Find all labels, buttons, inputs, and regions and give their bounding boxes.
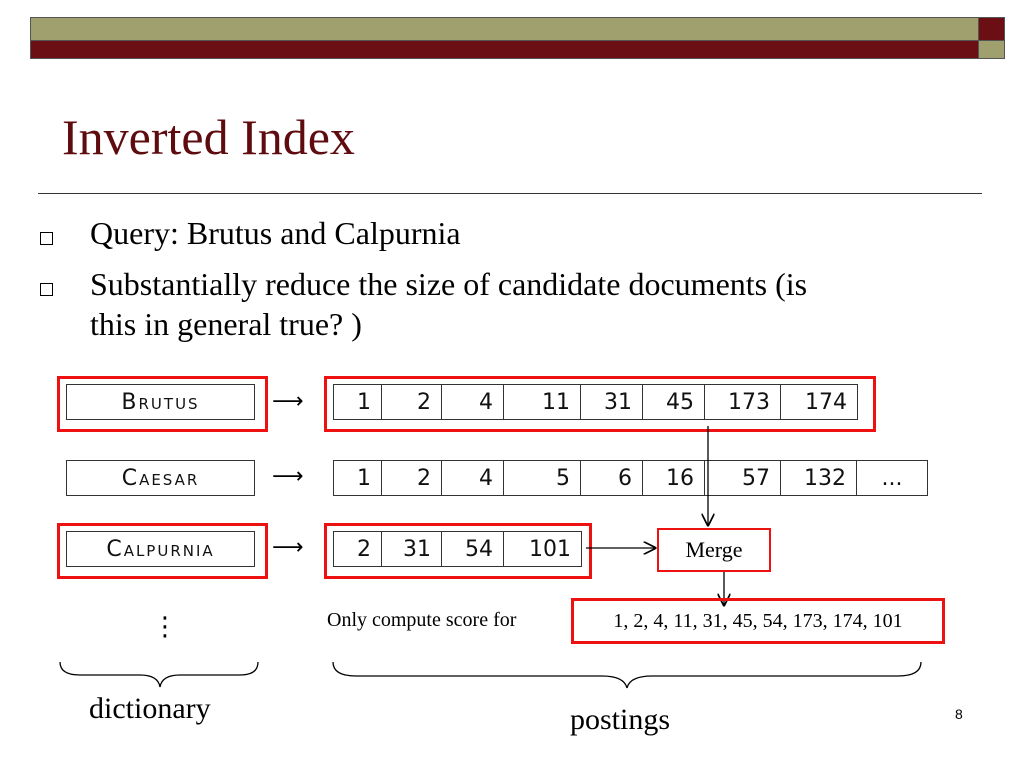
- postings-label: postings: [570, 703, 671, 736]
- term-calpurnia: Calpurnia: [66, 531, 255, 567]
- score-prefix: Only compute score for: [327, 609, 517, 631]
- bullet-reduce: Substantially reduce the size of candidate documents (is: [90, 266, 808, 302]
- posting-cell: 11: [504, 385, 581, 419]
- posting-cell: 1: [334, 385, 382, 419]
- bullet-query: Query: Brutus and Calpurnia: [90, 215, 461, 251]
- posting-cell: 174: [805, 389, 847, 415]
- posting-cell: 2: [382, 385, 442, 419]
- score-list-box: 1, 2, 4, 11, 31, 45, 54, 173, 174, 101: [571, 598, 945, 644]
- postings-brace: [333, 662, 921, 688]
- posting-cell: 31: [581, 385, 643, 419]
- posting-cell: 2: [382, 461, 442, 495]
- posting-cell: 6: [581, 461, 643, 495]
- dictionary-brace: [60, 662, 258, 687]
- posting-cell: 101: [529, 536, 571, 562]
- slide-title: Inverted Index: [62, 109, 355, 165]
- posting-cell-ellipsis: ...: [881, 465, 903, 491]
- posting-cell: 45: [643, 385, 705, 419]
- page-number: 8: [955, 706, 963, 722]
- posting-cell: 31: [382, 532, 442, 566]
- posting-cell: 4: [442, 461, 504, 495]
- term-caesar: Caesar: [66, 460, 255, 496]
- term-brutus: Brutus: [66, 384, 255, 420]
- arrow-icon: ⟶: [272, 535, 304, 560]
- arrow-icon: ⟶: [272, 389, 304, 414]
- posting-cell: 5: [504, 461, 581, 495]
- merge-box: Merge: [657, 528, 771, 572]
- posting-cell: 4: [442, 385, 504, 419]
- vertical-dots-icon: ⋮: [152, 612, 178, 642]
- dictionary-label: dictionary: [89, 692, 211, 725]
- posting-cell: 1: [334, 461, 382, 495]
- posting-cell: 132: [781, 461, 857, 495]
- bullet-reduce-cont: this in general true? ): [90, 306, 362, 342]
- posting-cell: 173: [705, 385, 781, 419]
- posting-cell: 57: [705, 461, 781, 495]
- posting-cell: 2: [334, 532, 382, 566]
- posting-cell: 54: [442, 532, 504, 566]
- posting-cell: 16: [643, 461, 705, 495]
- arrow-icon: ⟶: [272, 464, 304, 489]
